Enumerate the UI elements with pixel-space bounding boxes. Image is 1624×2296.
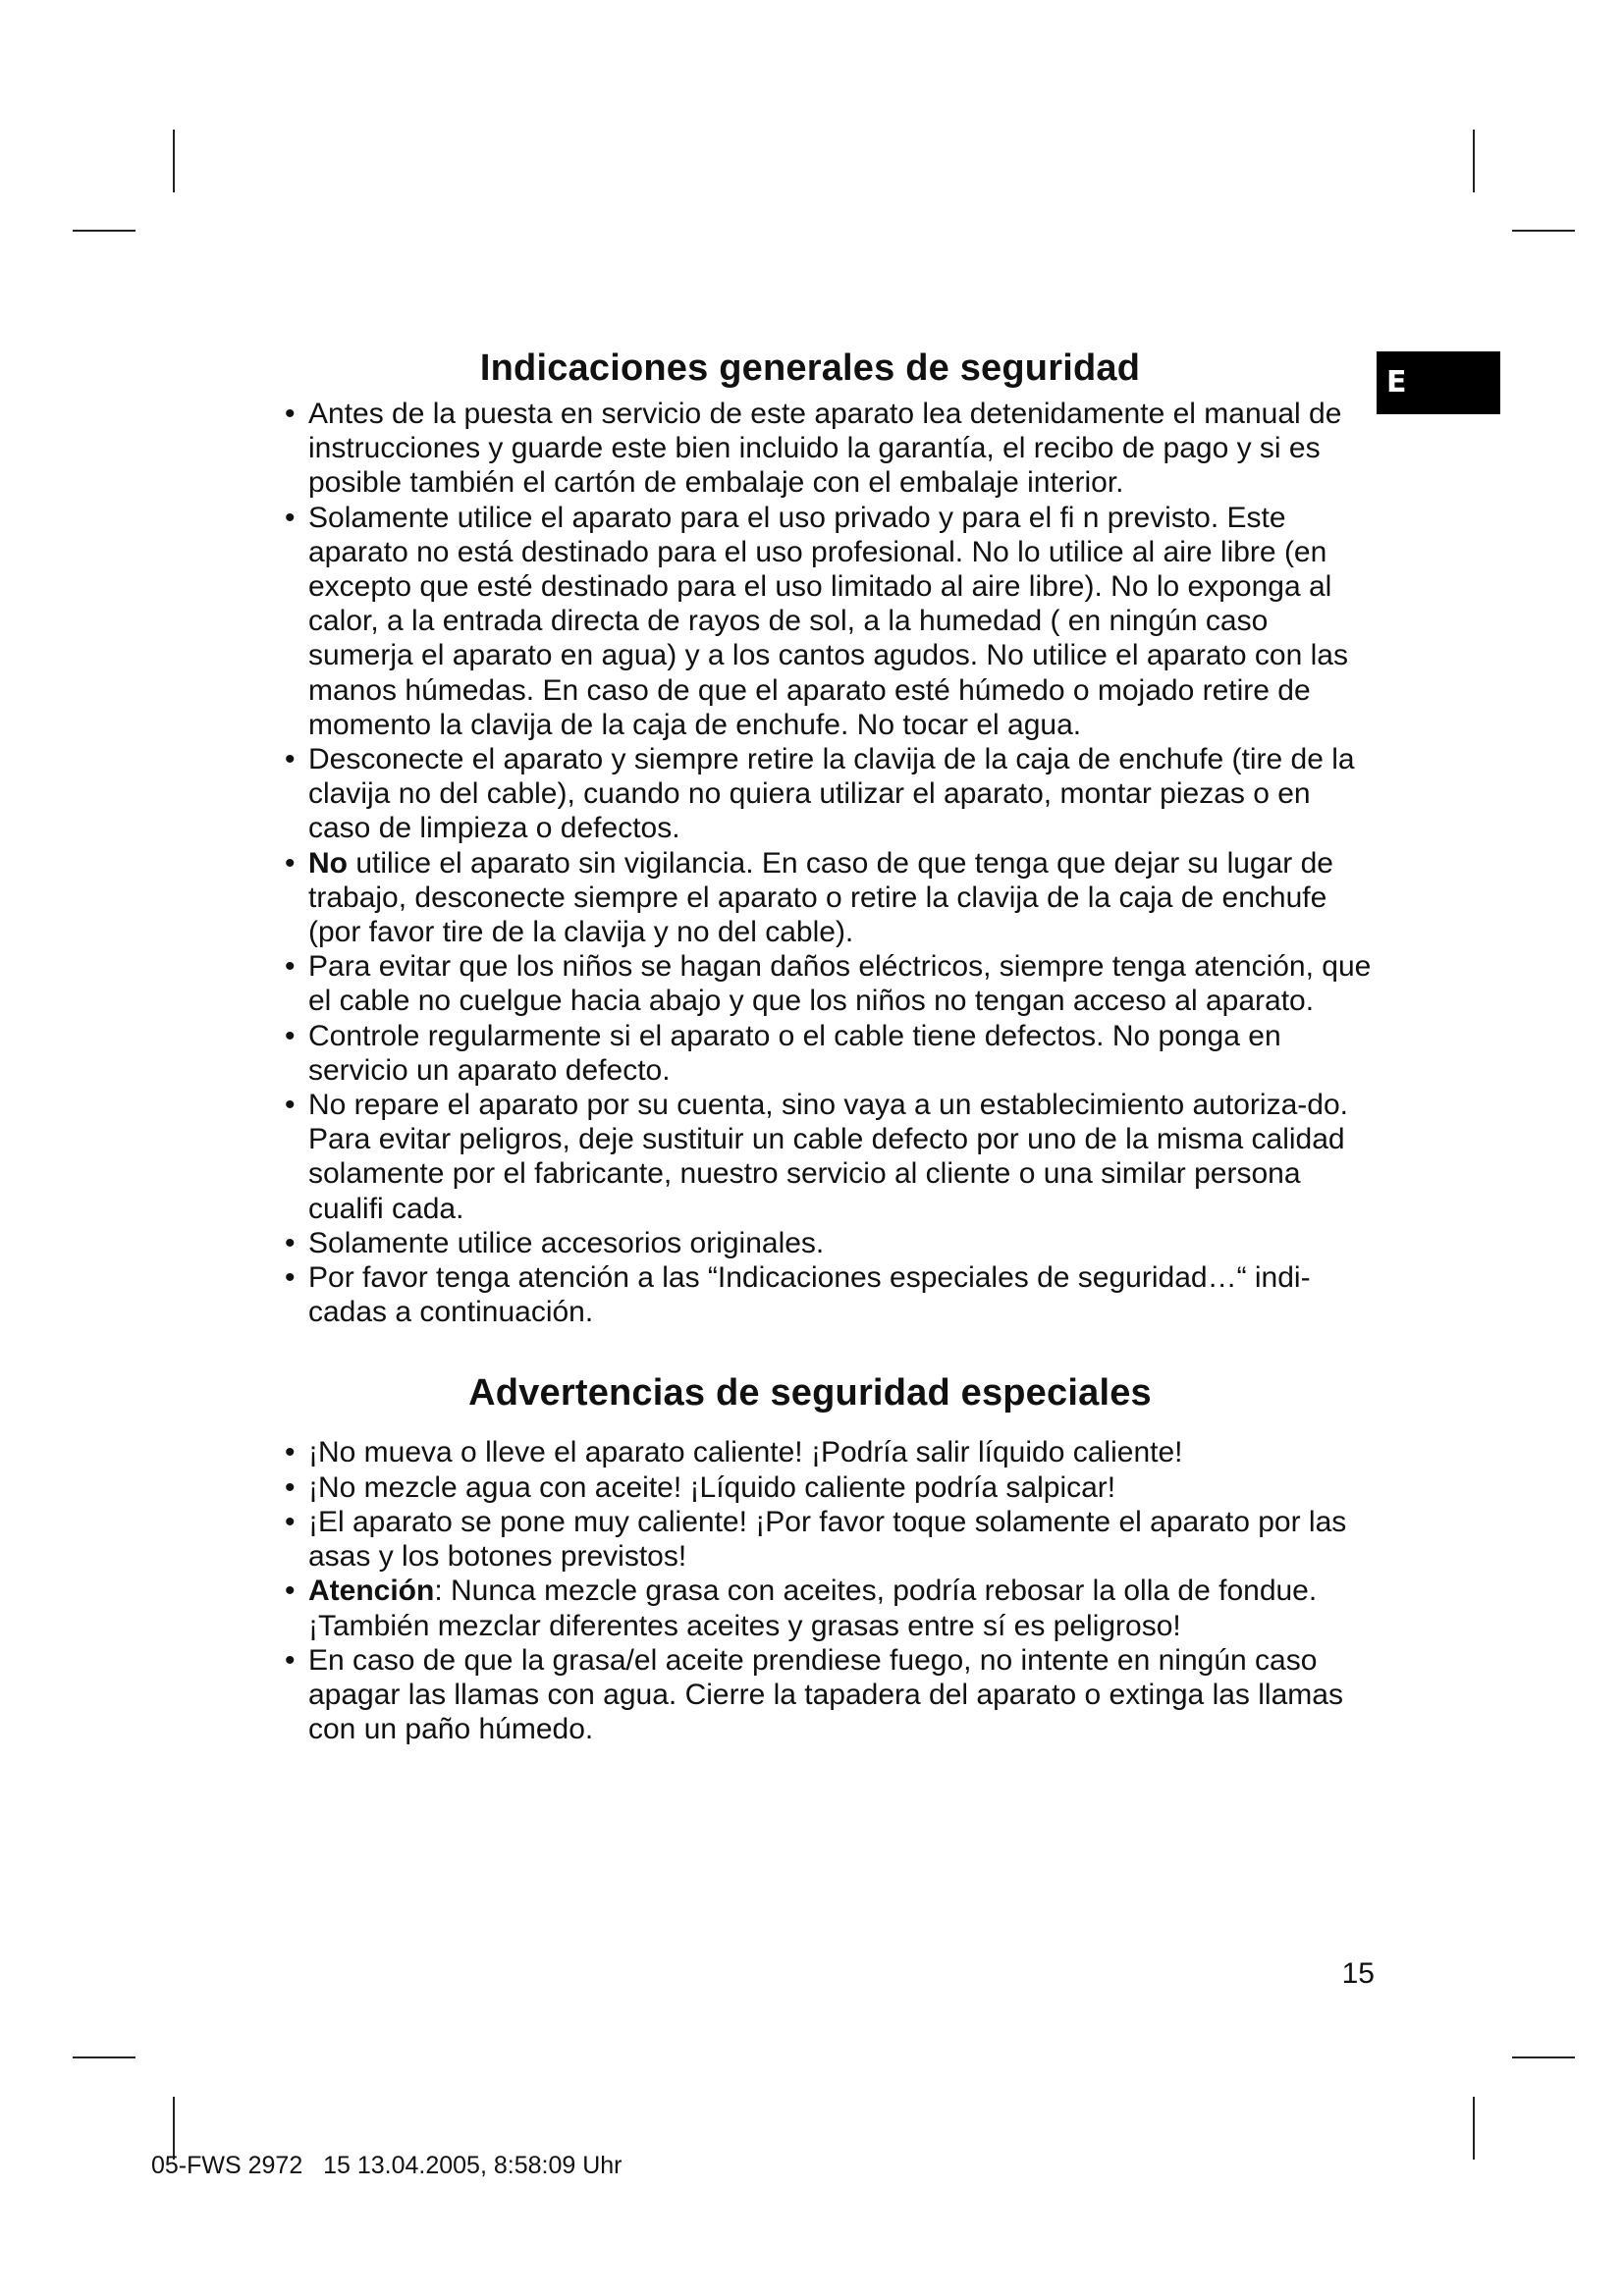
list-item: • ¡No mueva o lleve el aparato caliente! ¡Podría salir líquido caliente! bbox=[285, 1436, 1183, 1469]
bullet-icon: • bbox=[285, 1226, 296, 1259]
crop-mark-bottom-left-vertical bbox=[173, 2097, 175, 2160]
bullet-icon: • bbox=[285, 743, 296, 776]
crop-mark-top-right-horizontal bbox=[1512, 230, 1575, 232]
crop-mark-bottom-left-horizontal bbox=[73, 2056, 135, 2058]
section-heading-special: Advertencias de seguridad especiales bbox=[468, 1372, 1152, 1415]
bullet-icon: • bbox=[285, 501, 296, 534]
list-item: • ¡No mezcle agua con aceite! ¡Líquido caliente podría salpicar! bbox=[285, 1470, 1116, 1504]
list-item: • No utilice el aparato sin vigilancia. En caso de que tenga que dejar su lugar de trabajo, desconecte siempre el aparato o retire la clavija de la caja de enchufe (por favor tire de la clavija y no del cable). bbox=[285, 846, 1333, 949]
bullet-icon: • bbox=[285, 1261, 296, 1295]
general-safety-list bbox=[247, 397, 1373, 1329]
page-number: 15 bbox=[1341, 1957, 1375, 1990]
crop-mark-bottom-right-horizontal bbox=[1512, 2056, 1575, 2058]
page-content bbox=[247, 332, 1373, 1746]
list-item: • No repare el aparato por su cuenta, sino vaya a un establecimiento autoriza-do. Para evitar peligros, deje sustituir un cable defecto por uno de la misma calidad solamente por el fabricante, nuestro servicio al cliente o una similar persona cualifi cada. bbox=[285, 1089, 1348, 1225]
list-item: • Antes de la puesta en servicio de este aparato lea detenidamente el manual de instrucciones y guarde este bien incluido la garantía, el recibo de pago y si es posible también el cartón de embalaje con el embalaje interior. bbox=[285, 398, 1342, 500]
section-heading-general: Indicaciones generales de seguridad bbox=[479, 347, 1141, 389]
list-item: • Por favor tenga atención a las “Indicaciones especiales de seguridad…“ indi-cadas a continuación. bbox=[285, 1261, 1311, 1329]
bullet-icon: • bbox=[285, 1505, 296, 1538]
bullet-icon: • bbox=[285, 1470, 296, 1504]
bullet-icon: • bbox=[285, 1575, 296, 1608]
bullet-icon: • bbox=[285, 950, 296, 984]
bullet-icon: • bbox=[285, 398, 296, 430]
language-tab: E bbox=[1377, 351, 1500, 414]
list-item: • Atención: Nunca mezcle grasa con aceites, podría rebosar la olla de fondue. ¡También mezclar diferentes aceites y grasas entre sí es peligroso! bbox=[285, 1575, 1318, 1642]
list-item: • Solamente utilice accesorios originales. bbox=[285, 1226, 825, 1259]
list-item: • Solamente utilice el aparato para el uso privado y para el fi n previsto. Este aparato no está destinado para el uso profesional. No lo utilice al aire libre (en excepto que esté destinado para el uso limitado al aire libre). No lo exponga al calor, a la entrada directa de rayos de sol, a la humedad ( en ningún caso sumerja el aparato en agua) y a los cantos agudos. No utilice el aparato con las manos húmedas. En caso de que el aparato esté húmedo o mojado retire de momento la clavija de la caja de enchufe. No tocar el agua. bbox=[285, 501, 1348, 741]
list-item: • Desconecte el aparato y siempre retire la clavija de la caja de enchufe (tire de la clavija no del cable), cuando no quiera utilizar el aparato, montar piezas o en caso de limpieza o defectos. bbox=[285, 743, 1355, 845]
crop-mark-bottom-right-vertical bbox=[1473, 2097, 1475, 2160]
special-safety-list bbox=[247, 1435, 1373, 1746]
crop-mark-top-left-vertical bbox=[173, 130, 175, 192]
bullet-icon: • bbox=[285, 846, 296, 880]
print-footer: 05-FWS 2972 15 13.04.2005, 8:58:09 Uhr bbox=[151, 2152, 623, 2179]
list-item: • ¡El aparato se pone muy caliente! ¡Por favor toque solamente el aparato por las asas y los botones previstos! bbox=[285, 1505, 1347, 1574]
bullet-icon: • bbox=[285, 1019, 296, 1052]
emphasis-text: Atención bbox=[308, 1575, 435, 1608]
emphasis-text: No bbox=[308, 846, 348, 880]
bullet-icon: • bbox=[285, 1643, 296, 1677]
list-item: • Para evitar que los niños se hagan daños eléctricos, siempre tenga atención, que el cable no cuelgue hacia abajo y que los niños no tengan acceso al aparato. bbox=[285, 950, 1372, 1018]
crop-mark-top-right-vertical bbox=[1473, 130, 1475, 192]
list-item: • Controle regularmente si el aparato o el cable tiene defectos. No ponga en servicio un aparato defecto. bbox=[285, 1019, 1281, 1087]
list-item: • En caso de que la grasa/el aceite prendiese fuego, no intente en ningún caso apagar las llamas con agua. Cierre la tapadera del aparato o extinga las llamas con un paño húmedo. bbox=[285, 1643, 1343, 1746]
bullet-icon: • bbox=[285, 1089, 296, 1122]
bullet-icon: • bbox=[285, 1436, 296, 1469]
crop-mark-top-left-horizontal bbox=[73, 230, 135, 232]
